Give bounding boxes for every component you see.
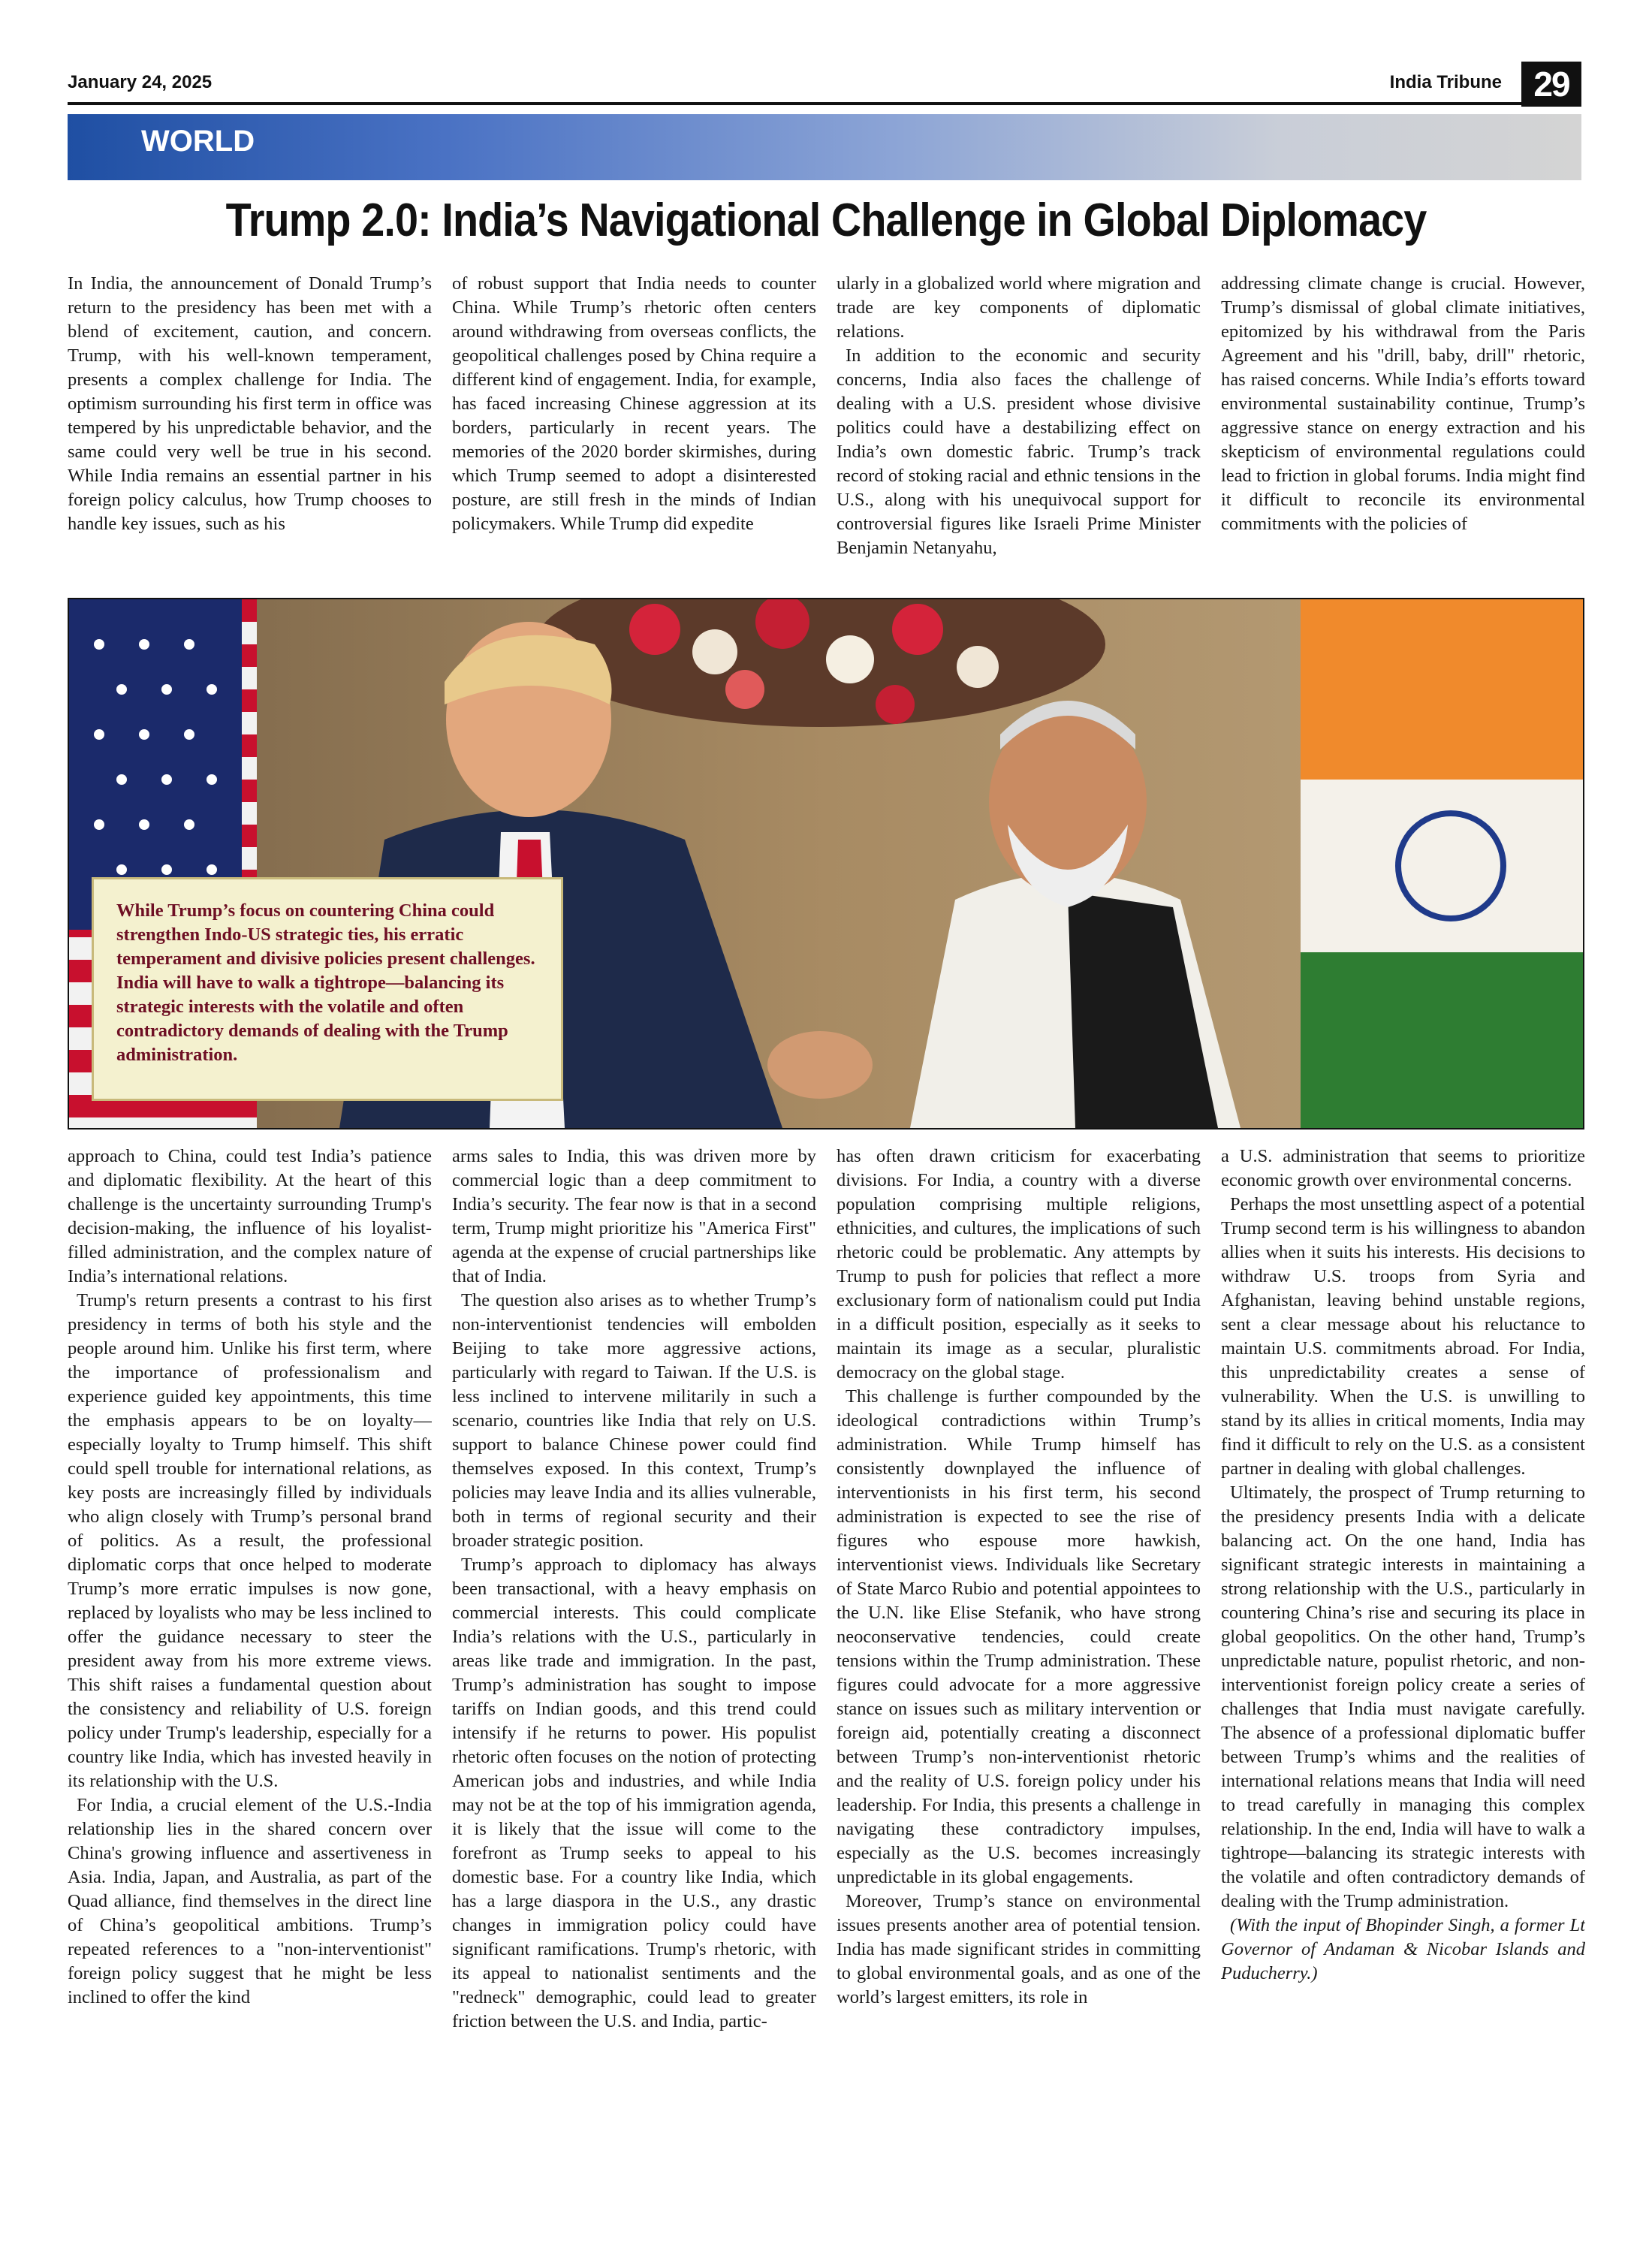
paragraph: This challenge is further compounded by the ideological contradictions within Trump’s administration. While Trump himself has consistently downplayed the influence of interventionists in his first term, his second administration is expected to see the rise of figures who espouse more hawkish, interventionist views. Individuals like Secretary of State Marco Rubio and potential appointees to the U.N. like Elise Stefanik, who have strong neoconservative tendencies, could create tensions within the Trump administration. These figures could advocate for a more aggressive stance on issues such as military intervention or foreign aid, potentially creating a disconnect between Trump’s non-interventionist rhetoric and the reality of U.S. foreign policy under his leadership. For India, this presents a challenge in navigating these contradictory impulses, especially as the U.S. becomes increasingly unpredictable in its global engagements. (837, 1386, 1201, 1887)
bottom-column-3 (837, 1145, 1201, 2226)
paragraph: Moreover, Trump’s stance on environmental issues presents another area of potential tension. India has made significant strides in committing to global environmental goals, and as one of the world’s largest emitters, its role in (837, 1891, 1201, 2007)
paragraph: arms sales to India, this was driven more by commercial logic than a deep commitment to India’s security. The fear now is that in a second term, Trump might prioritize his "America First" agenda at the expense of crucial partnerships like that of India. (452, 1146, 816, 1286)
paragraph: of robust support that India needs to counter China. While Trump’s rhetoric often centers around withdrawing from overseas conflicts, the geopolitical challenges posed by China require a different kind of engagement. India, for example, has faced increasing Chinese aggression at its borders, particularly in recent years. The memories of the 2020 border skirmishes, during which Trump seemed to adopt a disinterested posture, are still fresh in the minds of Indian policymakers. While Trump did expedite (452, 273, 816, 534)
top-column-4 (1221, 272, 1585, 584)
paragraph: ularly in a globalized world where migration and trade are key components of diplomatic relations. (837, 273, 1201, 342)
top-column-3 (837, 272, 1201, 584)
publication-name: India Tribune (1389, 72, 1502, 92)
handshake (767, 1031, 873, 1099)
paragraph: In addition to the economic and security concerns, India also faces the challenge of dealing with a U.S. president whose divisive politics could have a destabilizing effect on India’s own domestic fabric. Trump’s track record of stoking racial and ethnic tensions in the U.S., along with his unequivocal support for controversial figures like Israeli Prime Minister Benjamin Netanyahu, (837, 345, 1201, 558)
paragraph: For India, a crucial element of the U.S.-India relationship lies in the shared concern over China's growing influence and assertiveness in Asia. India, Japan, and Australia, as part of the Quad alliance, find themselves in the direct line of China’s geopolitical ambitions. Trump’s repeated references to a "non-interventionist" foreign policy suggest that he might be less inclined to offer the kind (68, 1795, 432, 2007)
paragraph: Trump’s approach to diplomacy has always been transactional, with a heavy emphasis on commercial interests. This could complicate India’s relations with the U.S., particularly in areas like trade and immigration. In the past, Trump’s administration has sought to impose tariffs on Indian goods, and this trend could intensify if he returns to power. His populist rhetoric often focuses on the notion of protecting American jobs and industries, and while India may not be at the top of his immigration agenda, it is likely that the issue will come to the forefront as Trump seeks to appeal to his domestic base. For a country like India, which has a large diaspora in the U.S., any drastic changes in immigration policy could have significant ramifications. Trump's rhetoric, with its appeal to nationalist sentiments and the "redneck" demographic, could lead to greater friction between the U.S. and India, partic- (452, 1555, 816, 2031)
top-column-2 (452, 272, 816, 584)
article-headline: Trump 2.0: India’s Navigational Challenge in Global Diplomacy (225, 195, 1427, 246)
issue-date: January 24, 2025 (68, 72, 213, 92)
bottom-column-2 (452, 1145, 816, 2226)
section-banner (68, 114, 1581, 180)
top-column-1 (68, 272, 432, 584)
bottom-column-4 (1221, 1145, 1585, 2226)
paragraph: Perhaps the most unsettling aspect of a potential Trump second term is his willingness to abandon allies when it suits his interests. His decisions to withdraw U.S. troops from Syria and Afghanistan, leaving behind unstable regions, sent a clear message about his reluctance to maintain U.S. commitments abroad. For India, this unpredictability creates a sense of vulnerability. When the U.S. is unwilling to stand by its allies in critical moments, India may find it difficult to rely on the U.S. as a consistent partner in dealing with global challenges. (1221, 1194, 1585, 1479)
photo-caption-box (92, 877, 563, 1101)
paragraph: The question also arises as to whether Trump’s non-interventionist tendencies will embolden Beijing to take more aggressive actions, particularly with regard to Taiwan. If the U.S. is less inclined to intervene militarily in such a scenario, countries like India that rely on U.S. support to balance Chinese power could find themselves exposed. In this context, Trump’s policies may leave India and its allies vulnerable, both in terms of regional security and their broader strategic position. (452, 1290, 816, 1551)
author-credit: (With the input of Bhopinder Singh, a former Lt Governor of Andaman & Nicobar Islands and Puducherry.) (1221, 1915, 1585, 1983)
article-photo (68, 598, 1584, 1130)
paragraph: addressing climate change is crucial. However, Trump’s dismissal of global climate initiatives, epitomized by his withdrawal from the Paris Agreement and his "drill, baby, drill" rhetoric, has raised concerns. While India’s efforts toward environmental sustainability continue, Trump’s aggressive stance on energy extraction and his skepticism of environmental regulations could lead to friction in global forums. India might find it difficult to reconcile its environmental commitments with the policies of (1221, 273, 1585, 534)
paragraph: approach to China, could test India’s patience and diplomatic flexibility. At the heart of this challenge is the uncertainty surrounding Trump's decision-making, the influence of his loyalist-filled administration, and the complex nature of India’s international relations. (68, 1146, 432, 1286)
paragraph: Trump's return presents a contrast to his first presidency in terms of both his style and the people around him. Unlike his first term, where the importance of professionalism and experience guided key appointments, this time the emphasis appears to be on loyalty—especially loyalty to Trump himself. This shift could spell trouble for international relations, as key posts are increasingly filled by individuals who align closely with Trump’s personal brand of politics. As a result, the professional diplomatic corps that once helped to moderate Trump’s more erratic impulses is now gone, replaced by loyalists who may be less inclined to offer the guidance necessary to steer the president away from his more extreme views. This shift raises a fundamental question about the consistency and reliability of U.S. foreign policy under Trump's leadership, especially for a country like India, which has invested heavily in its relationship with the U.S. (68, 1290, 432, 1791)
paragraph: Ultimately, the prospect of Trump returning to the presidency presents India with a delicate balancing act. On the one hand, India has significant strategic interests in maintaining a strong relationship with the U.S., particularly in countering China’s rise and securing its place in global geopolitics. On the other hand, Trump’s unpredictable nature, populist rhetoric, and non-interventionist foreign policy create a series of challenges that India must navigate carefully. The absence of a professional diplomatic buffer between Trump’s whims and the realities of international relations means that India will need to tread carefully in managing this complex relationship. In the end, India will have to walk a tightrope—balancing its strategic interests with the volatile and often contradictory demands of dealing with the Trump administration. (1221, 1482, 1585, 1911)
photo-caption: While Trump’s focus on countering China could strengthen Indo-US strategic ties, his erratic temperament and divisive policies present challenges. India will have to walk a tightrope—balancing its strategic interests with the volatile and often contradictory demands of dealing with the Trump administration. (116, 900, 535, 1065)
page-number: 29 (1521, 62, 1581, 107)
bottom-column-1 (68, 1145, 432, 2226)
paragraph: has often drawn criticism for exacerbating divisions. For India, a country with a diverse population comprising multiple religions, ethnicities, and cultures, the implications of such rhetoric could be problematic. Any attempts by Trump to push for policies that reflect a more exclusionary form of nationalism could put India in a difficult position, especially as it seeks to maintain its image as a secular, pluralistic democracy on the global stage. (837, 1146, 1201, 1383)
header-rule (68, 102, 1521, 105)
paragraph: a U.S. administration that seems to prioritize economic growth over environmental concerns. (1221, 1146, 1585, 1190)
india-flag-right (1301, 599, 1583, 1128)
section-label: WORLD (141, 125, 255, 158)
paragraph: In India, the announcement of Donald Trump’s return to the presidency has been met with a blend of excitement, caution, and concern. Trump, with his well-known temperament, presents a complex challenge for India. The optimism surrounding his first term in office was tempered by his unpredictable behavior, and the same could very well be true in his second. While India remains an essential partner in his foreign policy calculus, how Trump chooses to handle key issues, such as his (68, 273, 432, 534)
